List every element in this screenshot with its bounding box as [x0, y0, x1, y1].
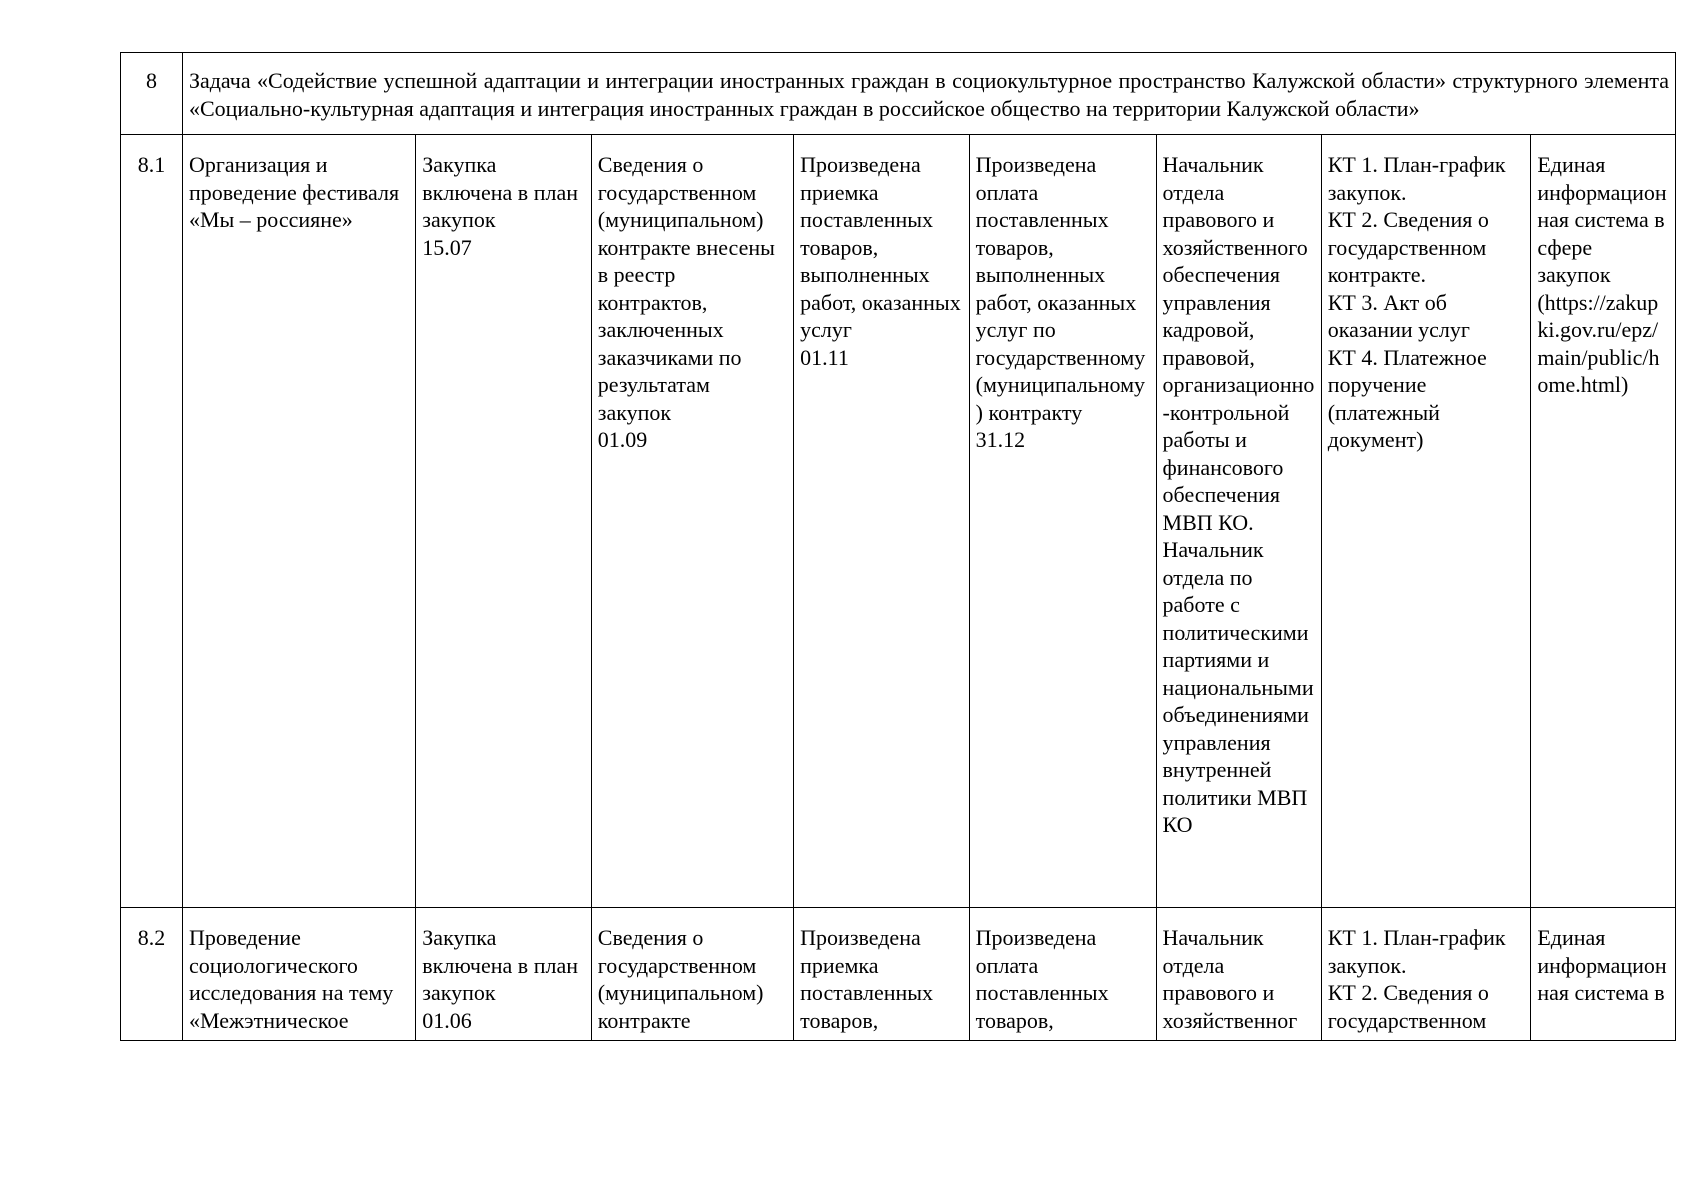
checkpoint-1: КТ 1. План-график закупок. — [1327, 925, 1506, 978]
responsible-cell — [1156, 908, 1321, 1041]
payment-text: Произведена оплата поставленных товаров, выполненных работ, оказанных услуг по государственному (муниципальному) контракту — [975, 152, 1146, 425]
purchase-cell — [416, 908, 592, 1041]
table-row — [121, 908, 1676, 1041]
checkpoint-1: КТ 1. План-график закупок. — [1327, 152, 1506, 205]
event-cell: Организация и проведение фестиваля «Мы – россияне» — [182, 135, 415, 908]
checkpoint-2: КТ 2. Сведения о государственном контракте. — [1327, 207, 1489, 287]
checkpoint-3: КТ 3. Акт об оказании услуг — [1327, 289, 1470, 342]
table-row — [121, 135, 1676, 908]
payment-cell — [969, 908, 1156, 1041]
payment-cell — [969, 135, 1156, 908]
task-row — [121, 53, 1676, 135]
responsible-text-1: Начальник отдела правового и хозяйственного обеспечения управления кадровой, правовой, организационно-контрольной работы и финансового обеспечения МВП КО. — [1162, 152, 1315, 535]
checkpoint-4: КТ 4. Платежное поручение (платежный документ) — [1327, 344, 1487, 452]
task-text: Задача «Содействие успешной адаптации и интеграции иностранных граждан в социокультурное пространство Калужской области» структурного элемента «Социально-культурная адаптация и интеграция иностранных граждан в российское общество на территории Калужской области» — [182, 53, 1675, 135]
task-number: 8 — [121, 53, 183, 135]
event-cell: Проведение социологического исследования на тему «Межэтническое — [182, 908, 415, 1041]
purchase-text: Закупка включена в план закупок — [422, 925, 578, 1005]
acceptance-cell — [794, 135, 970, 908]
row-number: 8.2 — [121, 908, 183, 1041]
acceptance-text: Произведена приемка поставленных товаров, выполненных работ, оказанных услуг — [800, 152, 961, 342]
responsible-cell — [1156, 135, 1321, 908]
contract-date: 01.09 — [597, 427, 648, 452]
acceptance-text: Произведена приемка поставленных товаров, — [800, 925, 934, 1033]
events-table — [120, 52, 1676, 1041]
contract-text: Сведения о государственном (муниципальном) контракте — [597, 925, 764, 1033]
purchase-text: Закупка включена в план закупок — [422, 152, 578, 232]
purchase-date: 15.07 — [422, 234, 472, 260]
row-number: 8.1 — [121, 135, 183, 908]
checkpoints-cell — [1321, 135, 1531, 908]
contract-cell — [591, 135, 793, 908]
checkpoints-cell — [1321, 908, 1531, 1041]
responsible-text-2: Начальник отдела по работе с политическими партиями и национальными объединениями управления внутренней политики МВП КО — [1162, 537, 1314, 837]
purchase-date: 01.06 — [422, 1007, 472, 1033]
system-cell: Единая информационная система в — [1531, 908, 1676, 1041]
responsible-text-1: Начальник отдела правового и хозяйственног — [1162, 925, 1298, 1033]
payment-date: 31.12 — [975, 427, 1026, 452]
contract-cell — [591, 908, 793, 1041]
acceptance-cell — [794, 908, 970, 1041]
contract-text: Сведения о государственном (муниципальном) контракте внесены в реестр контрактов, заключенных заказчиками по результатам закупок — [597, 152, 775, 425]
acceptance-date: 01.11 — [800, 344, 849, 370]
purchase-cell — [416, 135, 592, 908]
payment-text: Произведена оплата поставленных товаров, — [975, 925, 1109, 1033]
checkpoint-2: КТ 2. Сведения о государственном — [1327, 980, 1489, 1033]
system-cell: Единая информационная система в сфере закупок (https://zakupki.gov.ru/epz/main/public/home.html) — [1531, 135, 1676, 908]
